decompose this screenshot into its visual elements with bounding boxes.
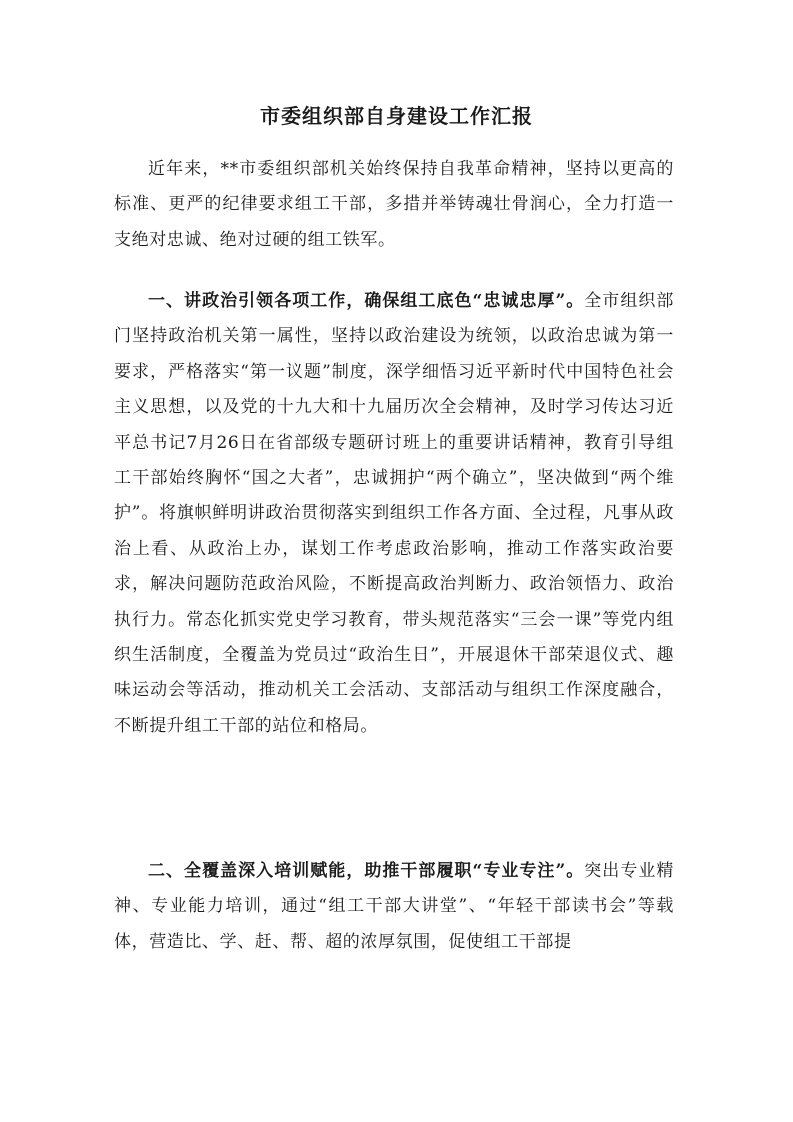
document-title: 市委组织部自身建设工作汇报 [260, 104, 533, 128]
section-2-heading: 二、全覆盖深入培训赋能，助推干部履职“专业专注”。 [148, 861, 585, 881]
section-2-paragraph [114, 854, 674, 960]
section-1-body: 全市组织部门坚持政治机关第一属性，坚持以政治建设为统领，以政治忠诚为第一要求，严格落实“第一议题”制度，深学细悟习近平新时代中国特色社会主义思想，以及党的十九大和十九届历次全会精神，及时学习传达习近平总书记7月26日在省部级专题研讨班上的重要讲话精神，教育引导组工干部始终胸怀“国之大者”，忠诚拥护“两个确立”，坚决做到“两个维护”。将旗帜鲜明讲政治贯彻落实到组织工作各方面、全过程，凡事从政治上看、从政治上办，谋划工作考虑政治影响，推动工作落实政治要求，解决问题防范政治风险，不断提高政治判断力、政治领悟力、政治执行力。常态化抓实党史学习教育，带头规范落实“三会一课”等党内组织生活制度，全覆盖为党员过“政治生日”，开展退休干部荣退仪式、趣味运动会等活动，推动机关工会活动、支部活动与组织工作深度融合，不断提升组工干部的站位和格局。 [114, 291, 674, 736]
intro-paragraph: 近年来，**市委组织部机关始终保持自我革命精神，坚持以更高的标准、更严的纪律要求组工干部，多措并举铸魂壮骨润心，全力打造一支绝对忠诚、绝对过硬的组工铁军。 [114, 159, 674, 250]
section-1-paragraph [114, 284, 674, 744]
section-2-body: 突出专业精神、专业能力培训，通过“组工干部大讲堂”、“年轻干部读书会”等载体，营造比、学、赶、帮、超的浓厚氛围，促使组工干部提 [114, 861, 674, 952]
section-1-heading: 一、讲政治引领各项工作，确保组工底色“忠诚忠厚”。 [148, 291, 585, 311]
